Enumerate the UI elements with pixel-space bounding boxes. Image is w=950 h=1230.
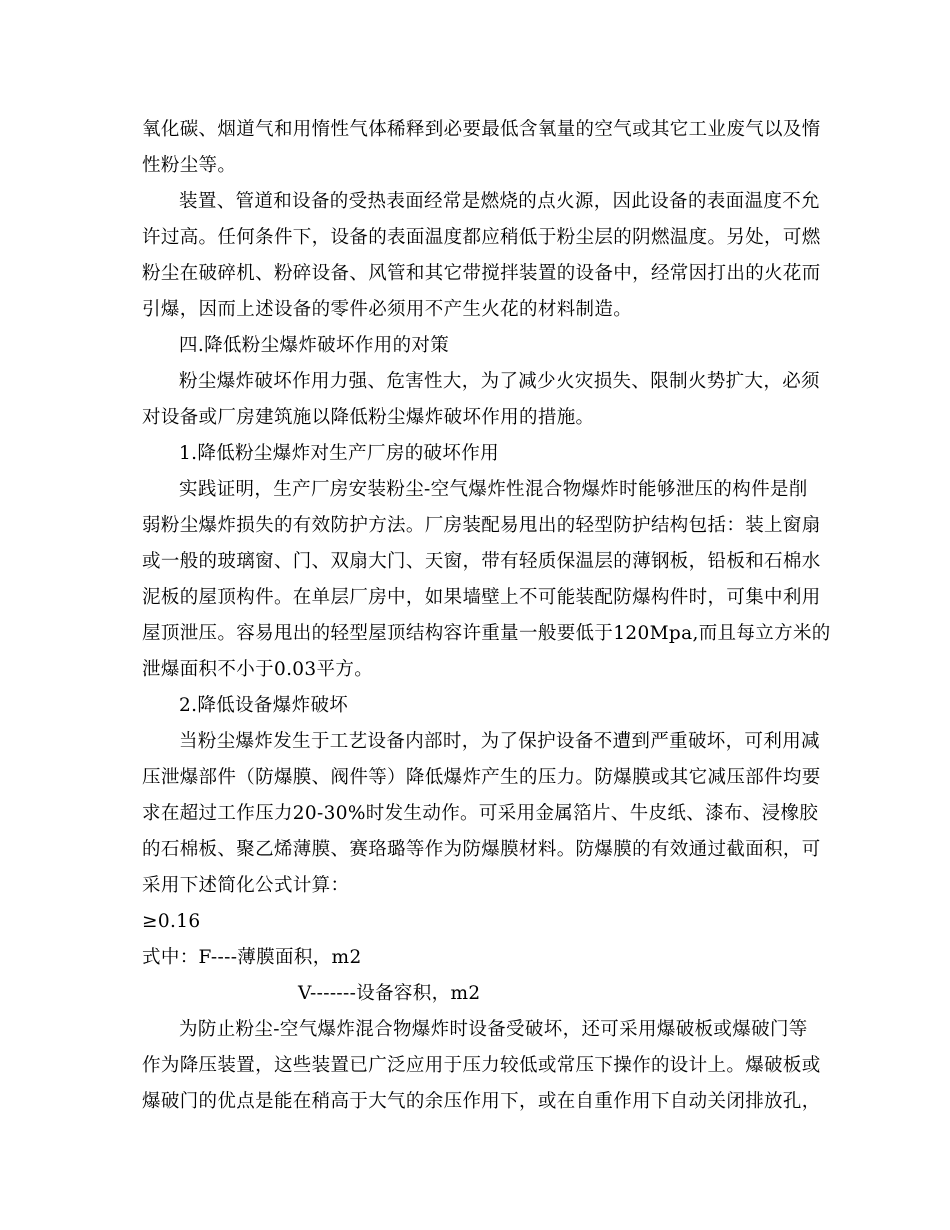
text-line: 粉尘爆炸破坏作用力强、危害性大，为了减少火灾损失、限制火势扩大，必须 xyxy=(179,371,820,392)
text-line: 粉尘在破碎机、粉碎设备、风管和其它带搅拌装置的设备中，经常因打出的火花而 xyxy=(142,263,821,284)
text-line: 为防止粉尘-空气爆炸混合物爆炸时设备受破坏，还可采用爆破板或爆破门等 xyxy=(179,1019,808,1040)
text-line: 装置、管道和设备的受热表面经常是燃烧的点火源，因此设备的表面温度不允 xyxy=(179,191,820,212)
text-line: 爆破门的优点是能在稍高于大气的余压作用下，或在自重作用下自动关闭排放孔， xyxy=(142,1091,821,1112)
text-line: 的石棉板、聚乙烯薄膜、赛珞璐等作为防爆膜材料。防爆膜的有效通过截面积，可 xyxy=(142,839,821,860)
subsection-heading: 2.降低设备爆炸破坏 xyxy=(179,695,349,716)
text-line: 采用下述简化公式计算： xyxy=(142,875,350,896)
subsection-heading: 1.降低粉尘爆炸对生产厂房的破坏作用 xyxy=(179,443,499,464)
text-line: 引爆，因而上述设备的零件必须用不产生火花的材料制造。 xyxy=(142,299,633,320)
text-line: 性粉尘等。 xyxy=(142,155,237,176)
text-line: 实践证明，生产厂房安装粉尘-空气爆炸性混合物爆炸时能够泄压的构件是削 xyxy=(179,479,808,500)
text-line: 氧化碳、烟道气和用惰性气体稀释到必要最低含氧量的空气或其它工业废气以及惰 xyxy=(142,119,821,140)
text-line: 许过高。任何条件下，设备的表面温度都应稍低于粉尘层的阴燃温度。另处，可燃 xyxy=(142,227,821,248)
text-line: 压泄爆部件（防爆膜、阀件等）降低爆炸产生的压力。防爆膜或其它减压部件均要 xyxy=(142,767,821,788)
text-line: 弱粉尘爆炸损失的有效防护方法。厂房装配易甩出的轻型防护结构包括：装上窗扇 xyxy=(142,515,821,536)
text-line: 或一般的玻璃窗、门、双扇大门、天窗，带有轻质保温层的薄钢板，铅板和石棉水 xyxy=(142,551,821,572)
formula-legend-line: 式中：F----薄膜面积，m2 xyxy=(142,947,362,968)
text-line: 求在超过工作压力20-30%时发生动作。可采用金属箔片、牛皮纸、漆布、浸橡胶 xyxy=(142,803,819,824)
text-line: 对设备或厂房建筑施以降低粉尘爆炸破坏作用的措施。 xyxy=(142,407,595,428)
formula-line: ≥0.16 xyxy=(142,911,201,932)
text-line: 当粉尘爆炸发生于工艺设备内部时，为了保护设备不遭到严重破坏，可利用减 xyxy=(179,731,820,752)
text-line: 屋顶泄压。容易甩出的轻型屋顶结构容许重量一般要低于120Mpa,而且每立方米的 xyxy=(142,623,831,644)
text-line: 作为降压装置，这些装置已广泛应用于压力较低或常压下操作的设计上。爆破板或 xyxy=(142,1055,821,1076)
text-line: 泄爆面积不小于0.03平方。 xyxy=(142,659,374,680)
formula-legend-line: V-------设备容积，m2 xyxy=(298,983,481,1004)
text-line: 泥板的屋顶构件。在单层厂房中，如果墙壁上不可能装配防爆构件时，可集中利用 xyxy=(142,587,821,608)
section-heading: 四.降低粉尘爆炸破坏作用的对策 xyxy=(179,335,450,356)
